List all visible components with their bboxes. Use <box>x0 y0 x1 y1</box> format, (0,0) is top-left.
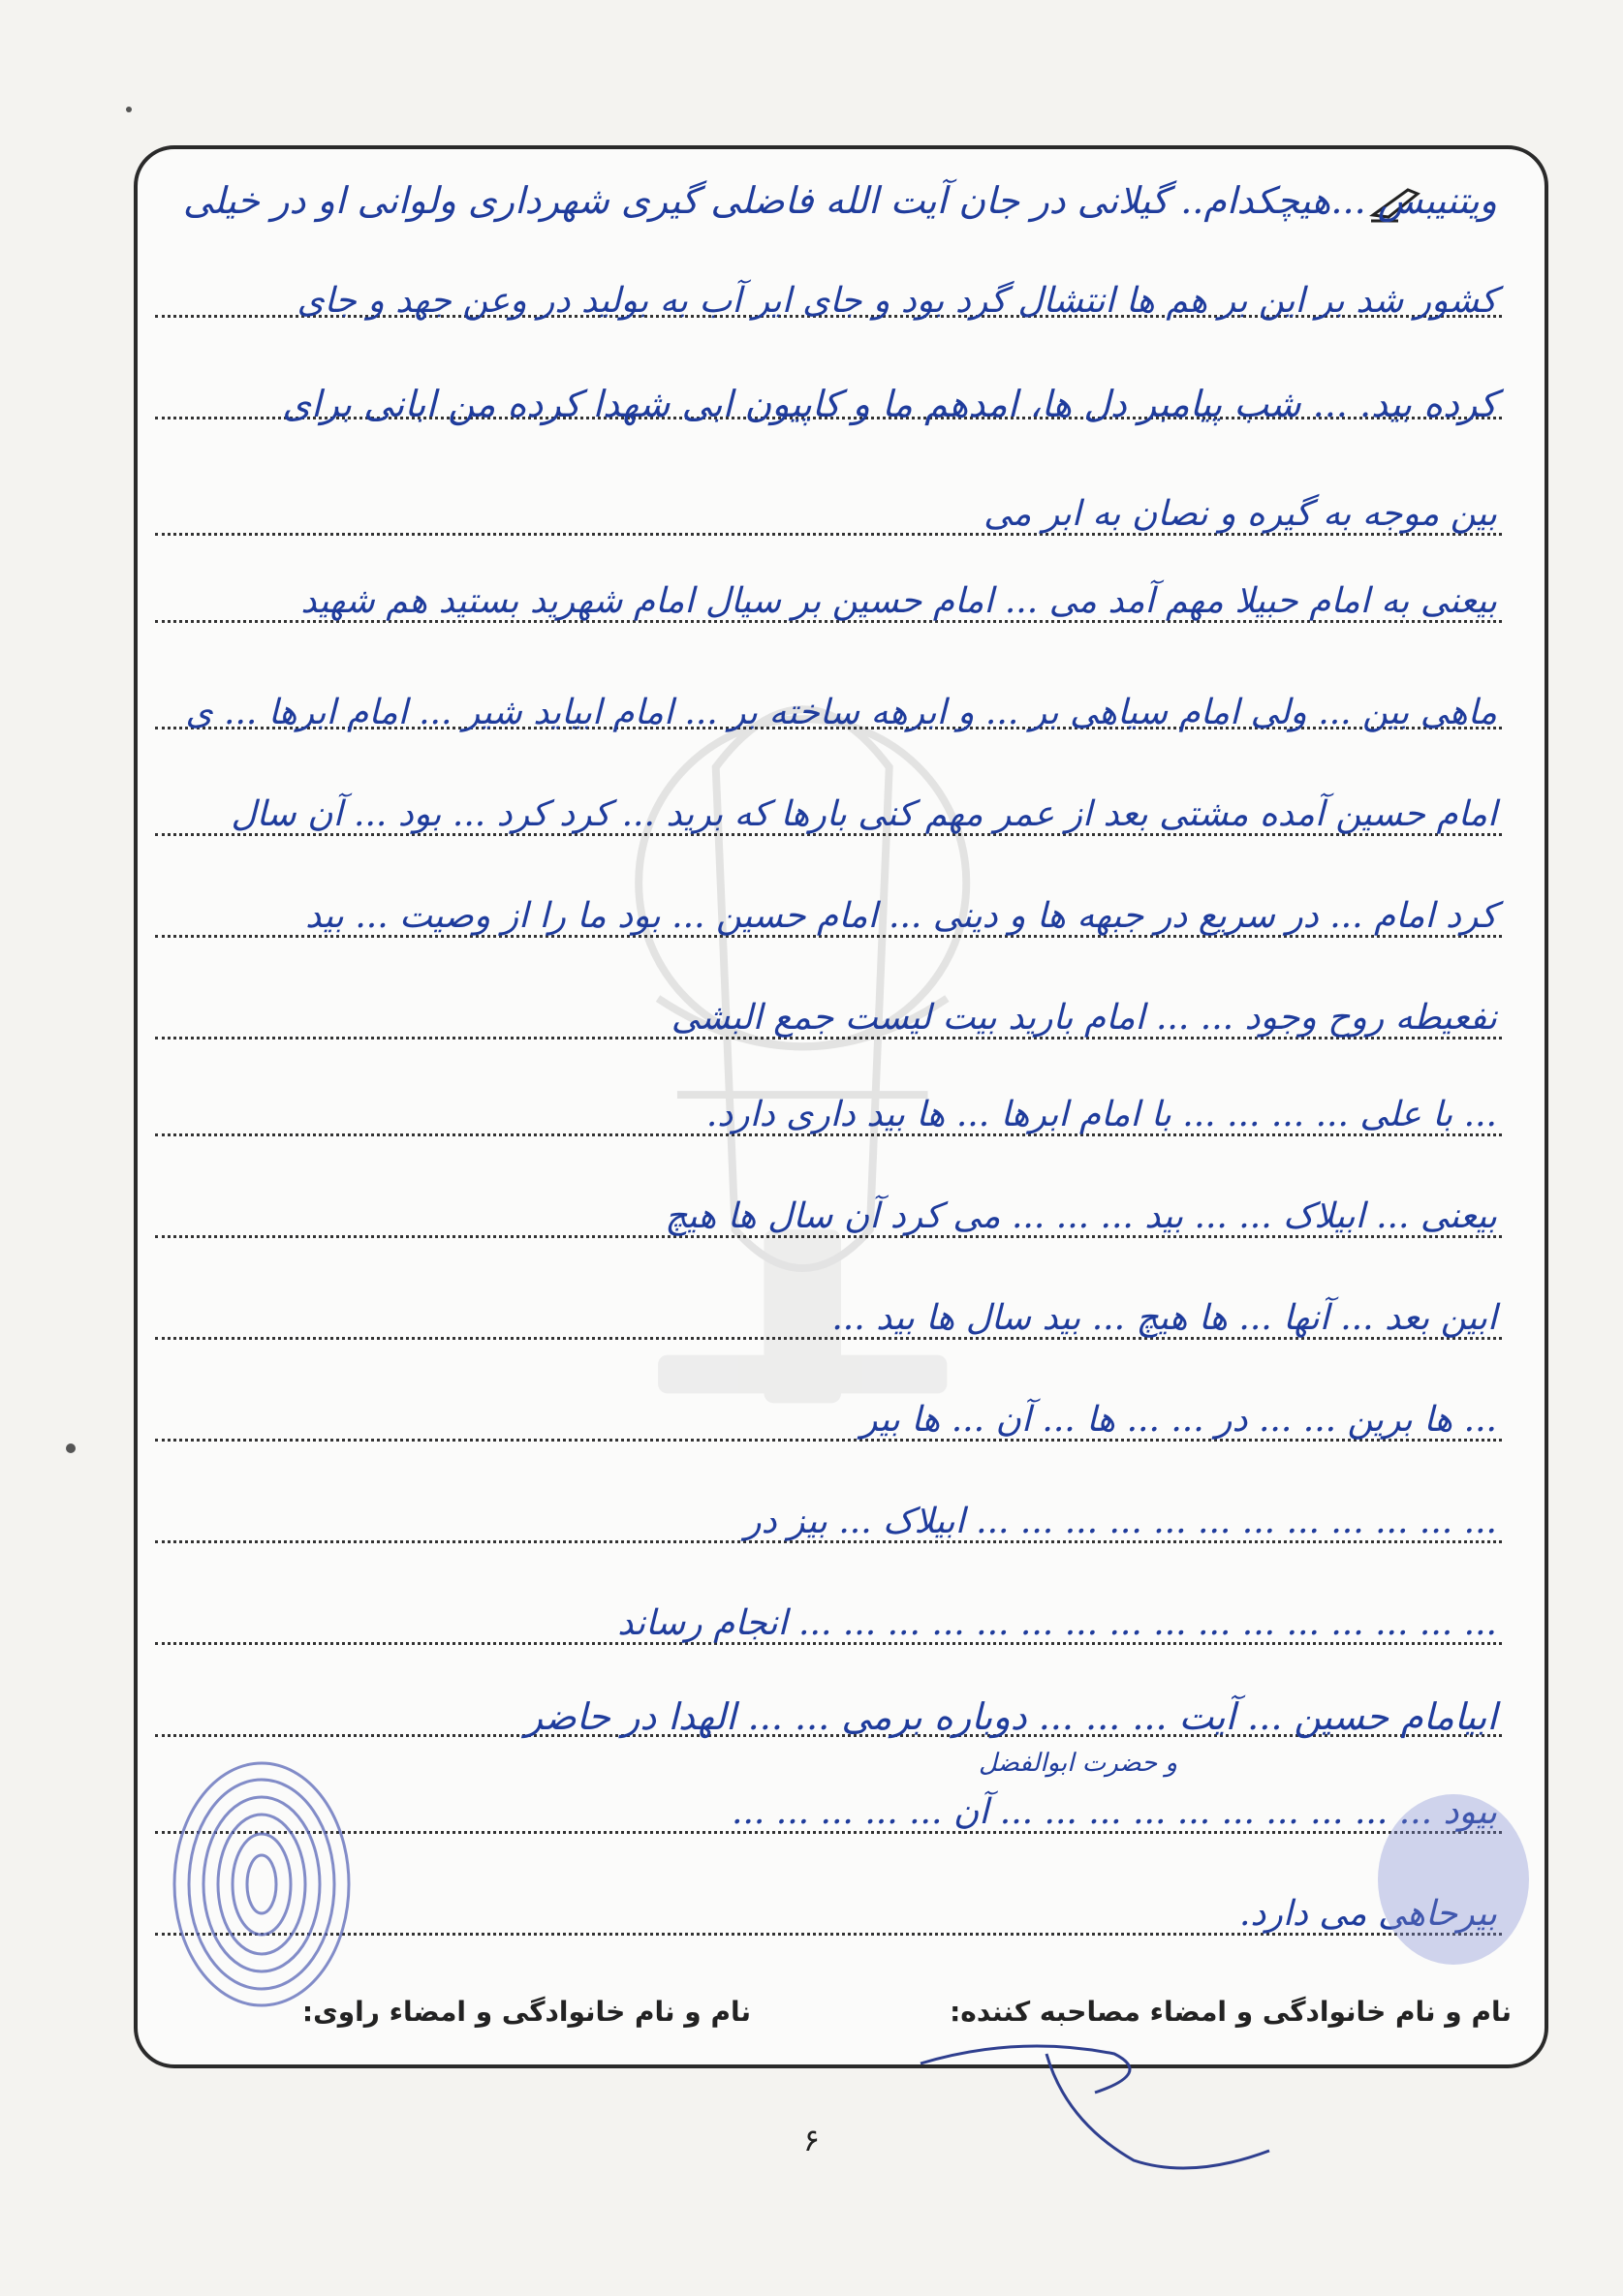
handwritten-line: ماهی بین ... ولی امام سیاهی بر ... و ابرهه ساخته بر ... امام ابیاید شیر ... امام ابرها ... ی <box>185 693 1497 732</box>
handwritten-line: ابیامام حسین ... آیت ... ... ... دوباره برمی ... ... الهدا در حاضر <box>524 1695 1497 1738</box>
handwritten-line: ... ... ... ... ... ... ... ... ... ... ... ... ابیلاک ... بیز در <box>744 1502 1497 1541</box>
interviewer-signature-label: نام و نام خانوادگی و امضاء مصاحبه کننده: <box>950 1996 1512 2028</box>
page-number: ۶ <box>802 2122 821 2158</box>
handwritten-line: ابین بعد ... آنها ... ها هیچ ... بید سال ها بید ... <box>831 1298 1497 1338</box>
handwritten-line: کرد امام ... در سریع در جبهه ها و دینی ... امام حسین ... بود ما را از وصیت ... بید <box>305 896 1497 936</box>
handwritten-line: بیعنی ... ابیلاک ... ... بید ... ... ... می کرد آن سال ها هیچ <box>665 1196 1497 1236</box>
fingerprint-stamp <box>165 1753 359 2015</box>
handwritten-line: ... ... ... ... ... ... ... ... ... ... ... ... ... ... ... ... انجام رساند <box>617 1603 1497 1643</box>
handwritten-line: نفعیطه روح وجود ... ... امام بارید بیت لیست جمع البشی <box>671 998 1497 1038</box>
handwritten-line: بیود ... ... ... ... ... ... ... ... ... ... آن ... ... ... ... ... <box>732 1792 1497 1832</box>
handwritten-line: بیرحاهی می دارد. <box>1238 1894 1497 1934</box>
handwritten-line: امام حسین آمده مشتی بعد از عمر مهم کنی بارها که برید ... کرد کرد ... بود ... آن سال <box>231 794 1497 834</box>
narrator-signature-label: نام و نام خانوادگی و امضاء راوی: <box>301 1996 751 2028</box>
fingerprint-stamp <box>1376 1792 1531 1967</box>
handwritten-line: ... ها برین ... ... در ... ... ها ... آن ... ها بیر <box>860 1400 1497 1440</box>
scan-speck <box>66 1443 76 1453</box>
handwritten-line: بین موجه به گیره و نصان به ابر می <box>983 494 1497 534</box>
handwritten-line: کرده بید. ... شب پیامبر دل ها، امدهم ما و کاپیون ابی شهدا کرده من ابانی برای <box>282 383 1497 425</box>
handwritten-line: کشور شد بر این بر هم ها انتشال گرد بود و جای ایر آب به بولید در وعن جهد و جای <box>297 281 1497 321</box>
interlinear-note: و حضرت ابوالفضل <box>979 1749 1177 1778</box>
handwritten-line: ... با علی ... ... ... ... با امام ابرها ... ها بید داری دارد. <box>705 1095 1497 1134</box>
handwritten-line: ویتنیبس ...هیچکدام.. گیلانی در جان آیت الله فاضلی گیری شهرداری ولوانی او در خیلی <box>182 179 1497 222</box>
scan-speck <box>126 107 132 112</box>
handwritten-line: بیعنی به امام حبیلا مهم آمد می ... امام حسین بر سیال امام شهرید بستید هم شهید <box>300 581 1497 621</box>
